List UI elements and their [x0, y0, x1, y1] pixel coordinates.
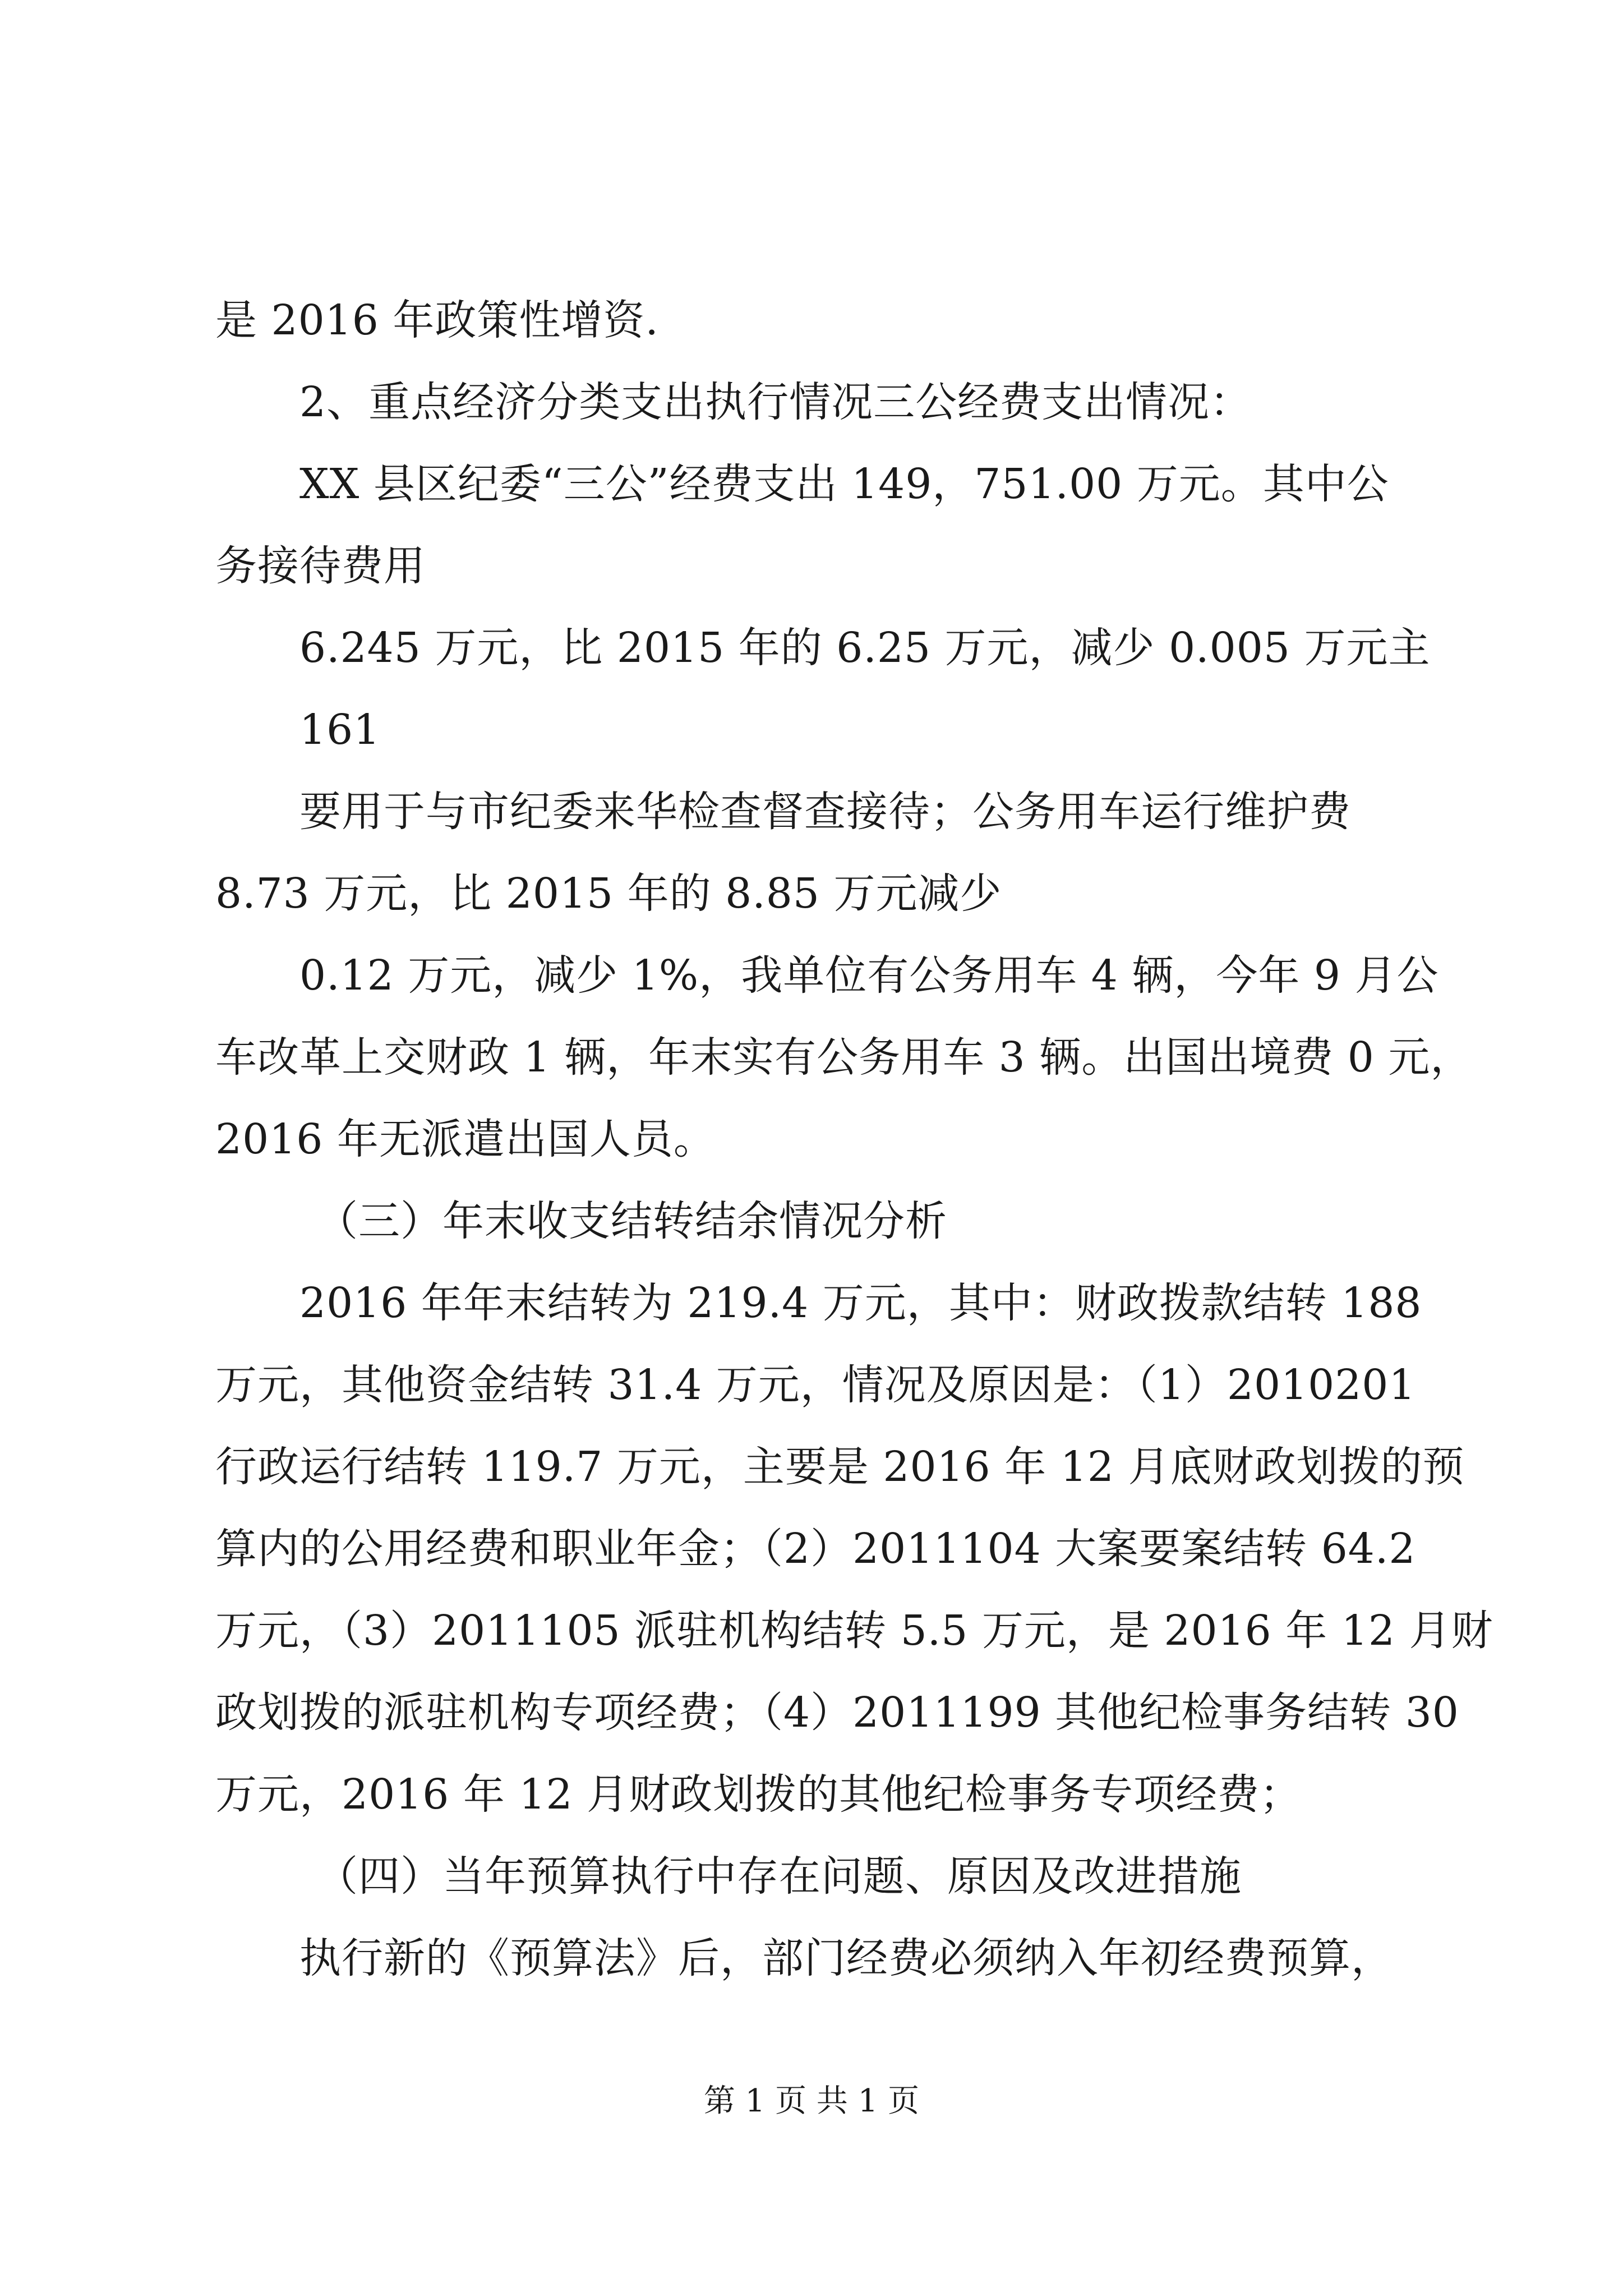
text-line: 是 2016 年政策性增资. — [215, 296, 659, 344]
document-body — [215, 279, 1493, 1999]
text-line: 6.245 万元，比 2015 年的 6.25 万元，减少 0.005 万元主 — [299, 624, 1431, 672]
text-line: 政划拨的派驻机构专项经费；（4）2011199 其他纪检事务结转 30 — [215, 1688, 1459, 1737]
text-line: 要用于与市纪委来华检查督查接待；公务用车运行维护费 — [299, 788, 1351, 836]
text-line: 务接待费用 — [215, 542, 426, 590]
page-footer: 第 1 页 共 1 页 — [703, 2083, 920, 2119]
text-line: XX 县区纪委“三公”经费支出 149，751.00 万元。其中公 — [299, 460, 1389, 508]
text-line: 2016 年年末结转为 219.4 万元，其中：财政拨款结转 188 — [299, 1279, 1422, 1327]
text-line: 万元，（3）2011105 派驻机构结转 5.5 万元，是 2016 年 12 月财 — [215, 1607, 1493, 1655]
text-line: 2、重点经济分类支出执行情况三公经费支出情况： — [299, 378, 1252, 426]
section-heading: （四）当年预算执行中存在问题、原因及改进措施 — [316, 1852, 1242, 1901]
text-line: 万元，其他资金结转 31.4 万元，情况及原因是：（1）2010201 — [215, 1361, 1416, 1409]
text-line: 执行新的《预算法》后，部门经费必须纳入年初经费预算， — [299, 1934, 1393, 1982]
text-line: 0.12 万元，减少 1%，我单位有公务用车 4 辆，今年 9 月公 — [299, 951, 1439, 1000]
text-line: 车改革上交财政 1 辆，年末实有公务用车 3 辆。出国出境费 0 元， — [215, 1033, 1473, 1082]
text-line: 2016 年无派遣出国人员。 — [215, 1115, 716, 1163]
text-line: 算内的公用经费和职业年金；（2）2011104 大案要案结转 64.2 — [215, 1525, 1416, 1573]
section-heading: （三）年末收支结转结余情况分析 — [316, 1197, 947, 1245]
text-line: 8.73 万元，比 2015 年的 8.85 万元减少 — [215, 869, 1002, 918]
text-line: 161 — [299, 706, 381, 754]
text-line: 行政运行结转 119.7 万元，主要是 2016 年 12 月底财政划拨的预 — [215, 1443, 1465, 1491]
text-line: 万元，2016 年 12 月财政划拨的其他纪检事务专项经费； — [215, 1770, 1302, 1819]
